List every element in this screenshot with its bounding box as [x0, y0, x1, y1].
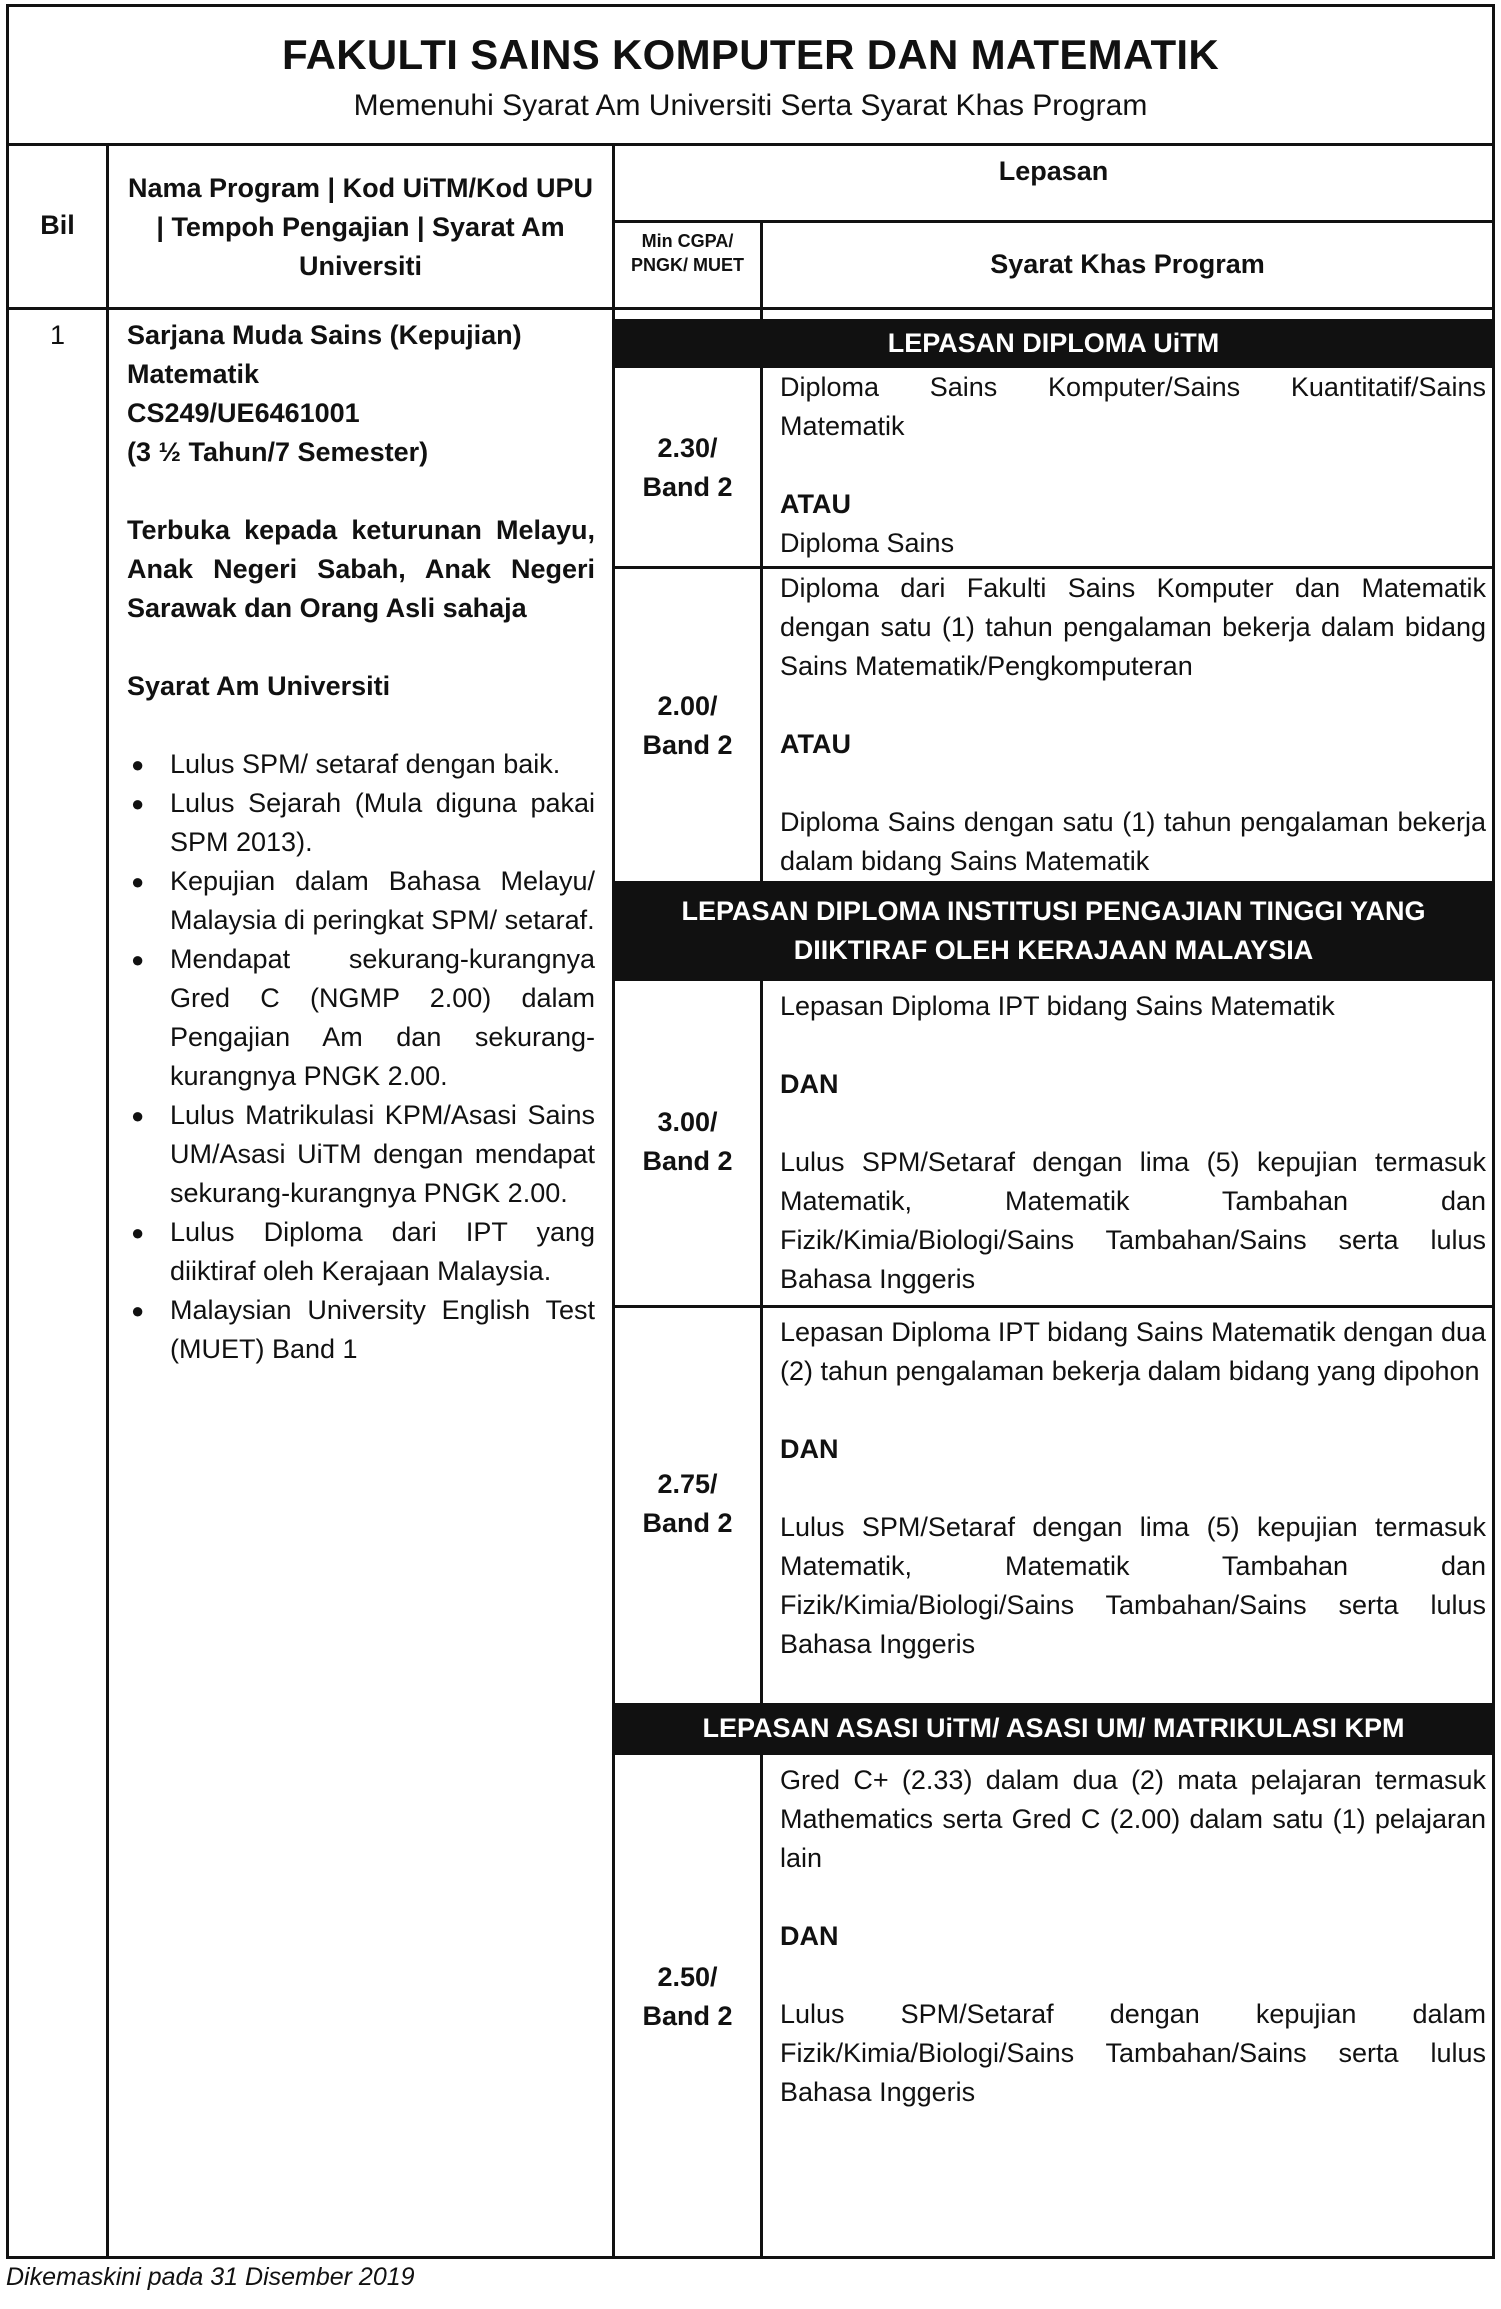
list-item: ● Lulus SPM/ setaraf dengan baik.: [127, 745, 595, 784]
header-lepasan: Lepasan: [998, 156, 1109, 186]
updated-date-footer: Dikemaskini pada 31 Disember 2019: [6, 2263, 415, 2291]
header-program: Nama Program | Kod UiTM/Kod UPU | Tempoh Pengajian | Syarat Am Universiti: [127, 173, 594, 281]
program-eligibility: Terbuka kepada keturunan Melayu, Anak Negeri Sabah, Anak Negeri Sarawak dan Orang Asli sahaja: [127, 515, 595, 623]
column-divider: [760, 220, 763, 2256]
syarat-am-list: [127, 745, 595, 1369]
program-details: [127, 316, 595, 1369]
bullet-icon: ●: [131, 869, 145, 894]
list-item: ● Lulus Matrikulasi KPM/Asasi Sains UM/Asasi UiTM dengan mendapat sekurang-kurangnya PNGK 2.00.: [127, 1096, 595, 1213]
row-number: 1: [49, 320, 66, 350]
syarat-am-title: Syarat Am Universiti: [127, 671, 391, 701]
syarat-khas-cell: Lepasan Diploma IPT bidang Sains Matematik dengan dua (2) tahun pengalaman bekerja dalam bidang yang dipohon DAN Lulus SPM/Setaraf dengan lima (5) kepujian termasuk Matematik, Matematik Tambahan dan Fizik/Kimia/Biologi/Sains Tambahan/Sains serta lulus Bahasa Inggeris: [780, 1317, 1486, 1659]
header-bil: Bil: [40, 210, 75, 240]
program-duration: (3 ½ Tahun/7 Semester): [127, 437, 429, 467]
section-heading: LEPASAN DIPLOMA UiTM: [615, 319, 1492, 368]
min-cgpa-cell: 2.75/ Band 2: [642, 1469, 733, 1538]
list-item: ● Malaysian University English Test (MUET) Band 1: [127, 1291, 595, 1369]
min-cgpa-cell: 3.00/ Band 2: [642, 1107, 733, 1176]
bullet-icon: ●: [131, 752, 145, 777]
bullet-icon: ●: [131, 1220, 145, 1245]
requirements-document: [6, 4, 1495, 2259]
list-item: ● Lulus Diploma dari IPT yang diiktiraf oleh Kerajaan Malaysia.: [127, 1213, 595, 1291]
page-subtitle: Memenuhi Syarat Am Universiti Serta Syarat Khas Program: [353, 89, 1148, 122]
title-block: [9, 7, 1492, 146]
syarat-khas-cell: Diploma dari Fakulti Sains Komputer dan Matematik dengan satu (1) tahun pengalaman bekerja dalam bidang Sains Matematik/Pengkomputeran ATAU Diploma Sains dengan satu (1) tahun pengalaman bekerja dalam bidang Sains Matematik: [780, 573, 1486, 876]
list-item: ● Lulus Sejarah (Mula diguna pakai SPM 2013).: [127, 784, 595, 862]
section-heading: LEPASAN ASASI UiTM/ ASASI UM/ MATRIKULASI KPM: [615, 1703, 1492, 1755]
syarat-khas-cell: Lepasan Diploma IPT bidang Sains Matematik DAN Lulus SPM/Setaraf dengan lima (5) kepujian termasuk Matematik, Matematik Tambahan dan Fizik/Kimia/Biologi/Sains Tambahan/Sains serta lulus Bahasa Inggeris: [780, 991, 1486, 1294]
min-cgpa-cell: 2.30/ Band 2: [642, 433, 733, 502]
bullet-icon: ●: [131, 947, 145, 972]
section-heading: LEPASAN DIPLOMA INSTITUSI PENGAJIAN TINGGI YANG DIIKTIRAF OLEH KERAJAAN MALAYSIA: [615, 881, 1492, 981]
bullet-icon: ●: [131, 1298, 145, 1323]
bullet-icon: ●: [131, 791, 145, 816]
program-name: Sarjana Muda Sains (Kepujian) Matematik: [127, 320, 522, 389]
list-item: ● Mendapat sekurang-kurangnya Gred C (NGMP 2.00) dalam Pengajian Am dan sekurang-kurangnya PNGK 2.00.: [127, 940, 595, 1096]
header-min-cgpa: Min CGPA/ PNGK/ MUET: [630, 231, 744, 275]
header-syarat-khas: Syarat Khas Program: [990, 249, 1265, 279]
syarat-khas-cell: Diploma Sains Komputer/Sains Kuantitatif/Sains Matematik ATAU Diploma Sains: [780, 372, 1486, 558]
syarat-khas-cell: Gred C+ (2.33) dalam dua (2) mata pelajaran termasuk Mathematics serta Gred C (2.00) dalam satu (1) pelajaran lain DAN Lulus SPM/Setaraf dengan kepujian dalam Fizik/Kimia/Biologi/Sains Tambahan/Sains serta lulus Bahasa Inggeris: [780, 1765, 1486, 2107]
column-divider: [106, 143, 109, 2256]
min-cgpa-cell: 2.00/ Band 2: [642, 691, 733, 760]
page-title: FAKULTI SAINS KOMPUTER DAN MATEMATIK: [281, 31, 1220, 78]
min-cgpa-cell: 2.50/ Band 2: [642, 1962, 733, 2031]
header-bottom-rule: [9, 307, 1492, 310]
bullet-icon: ●: [131, 1103, 145, 1128]
program-code: CS249/UE6461001: [127, 398, 360, 428]
list-item: ● Kepujian dalam Bahasa Melayu/ Malaysia di peringkat SPM/ setaraf.: [127, 862, 595, 940]
